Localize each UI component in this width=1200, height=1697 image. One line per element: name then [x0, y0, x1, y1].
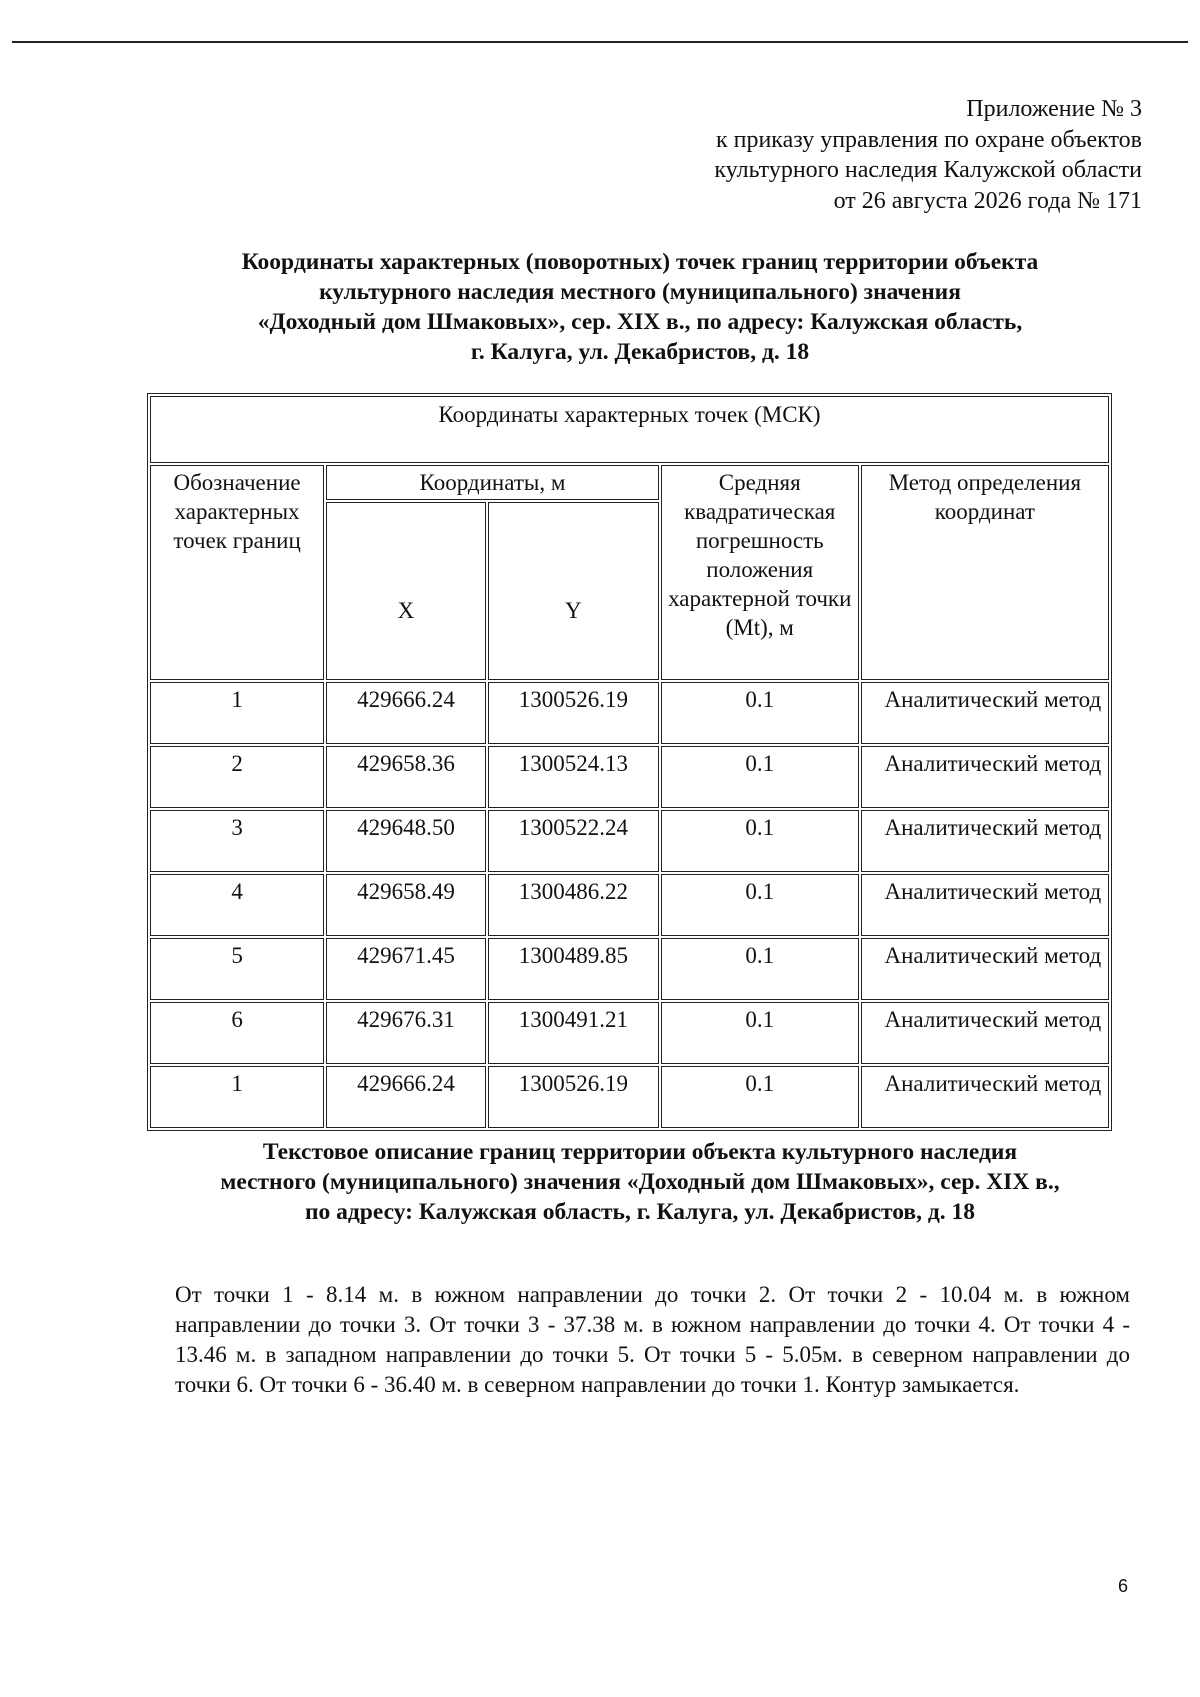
description-title — [160, 1137, 1120, 1227]
cell-mt: 0.1 — [661, 682, 859, 744]
header-method: Метод определения координат — [861, 465, 1109, 680]
appendix-line: к приказу управления по охране объектов — [715, 126, 1142, 153]
cell-x: 429658.36 — [326, 746, 486, 808]
description-title-line: по адресу: Калужская область, г. Калуга, ул. Декабристов, д. 18 — [305, 1199, 975, 1225]
cell-point: 4 — [150, 874, 324, 936]
cell-y: 1300486.22 — [488, 874, 659, 936]
appendix-header — [502, 94, 1142, 216]
cell-x: 429658.49 — [326, 874, 486, 936]
cell-x: 429676.31 — [326, 1002, 486, 1064]
cell-method: Аналитический метод — [861, 810, 1109, 872]
cell-mt: 0.1 — [661, 1002, 859, 1064]
title-line: культурного наследия местного (муниципального) значения — [319, 279, 961, 305]
cell-mt: 0.1 — [661, 746, 859, 808]
cell-x: 429666.24 — [326, 682, 486, 744]
header-x: X — [326, 502, 486, 680]
table-row — [150, 746, 1109, 808]
description-text: От точки 1 - 8.14 м. в южном направлении до точки 2. От точки 2 - 10.04 м. в южном направлении до точки 3. От точки 3 - 37.38 м. в южном направлении до точки 4. От точки 4 - 13.46 м. в западном направлении до точки 5. От точки 5 - 5.05м. в северном направлении до точки 6. От точки 6 - 36.40 м. в северном направлении до точки 1. Контур замыкается. — [175, 1282, 1130, 1397]
header-error: Средняя квадратическая погрешность положения характерной точки (Mt), м — [661, 465, 859, 680]
cell-point: 5 — [150, 938, 324, 1000]
table-caption: Координаты характерных точек (МСК) — [150, 396, 1109, 463]
table-row — [150, 874, 1109, 936]
cell-point: 1 — [150, 1066, 324, 1128]
cell-x: 429648.50 — [326, 810, 486, 872]
header-point: Обозначение характерных точек границ — [150, 465, 324, 680]
title-line: «Доходный дом Шмаковых», сер. XIX в., по адресу: Калужская область, — [257, 309, 1023, 335]
cell-point: 3 — [150, 810, 324, 872]
cell-point: 2 — [150, 746, 324, 808]
cell-method: Аналитический метод — [861, 938, 1109, 1000]
cell-y: 1300526.19 — [488, 682, 659, 744]
cell-y: 1300526.19 — [488, 1066, 659, 1128]
cell-point: 6 — [150, 1002, 324, 1064]
cell-mt: 0.1 — [661, 874, 859, 936]
cell-method: Аналитический метод — [861, 1066, 1109, 1128]
appendix-line: от 26 августа 2026 года № 171 — [833, 187, 1142, 214]
cell-method: Аналитический метод — [861, 874, 1109, 936]
cell-mt: 0.1 — [661, 938, 859, 1000]
table-row — [150, 810, 1109, 872]
table-row — [150, 1066, 1109, 1128]
page-number: 6 — [1117, 1576, 1128, 1596]
cell-mt: 0.1 — [661, 810, 859, 872]
cell-point: 1 — [150, 682, 324, 744]
table-row — [150, 1002, 1109, 1064]
header-y: Y — [488, 502, 659, 680]
cell-y: 1300522.24 — [488, 810, 659, 872]
description-title-line: Текстовое описание границ территории объекта культурного наследия — [262, 1139, 1018, 1165]
table-row — [150, 682, 1109, 744]
cell-mt: 0.1 — [661, 1066, 859, 1128]
title-line: г. Калуга, ул. Декабристов, д. 18 — [470, 339, 810, 365]
cell-method: Аналитический метод — [861, 682, 1109, 744]
cell-x: 429666.24 — [326, 1066, 486, 1128]
cell-y: 1300524.13 — [488, 746, 659, 808]
title-line: Координаты характерных (поворотных) точек границ территории объекта — [241, 249, 1039, 275]
coordinates-table — [147, 393, 1112, 1131]
cell-y: 1300489.85 — [488, 938, 659, 1000]
description-title-line: местного (муниципального) значения «Доходный дом Шмаковых», сер. XIX в., — [220, 1169, 1060, 1195]
cell-method: Аналитический метод — [861, 1002, 1109, 1064]
cell-x: 429671.45 — [326, 938, 486, 1000]
header-coordinates: Координаты, м — [326, 465, 659, 500]
appendix-line: культурного наследия Калужской области — [714, 157, 1142, 183]
top-rule — [12, 41, 1188, 43]
document-title — [160, 247, 1120, 367]
cell-y: 1300491.21 — [488, 1002, 659, 1064]
appendix-line: Приложение № 3 — [966, 96, 1142, 122]
table-row — [150, 938, 1109, 1000]
cell-method: Аналитический метод — [861, 746, 1109, 808]
